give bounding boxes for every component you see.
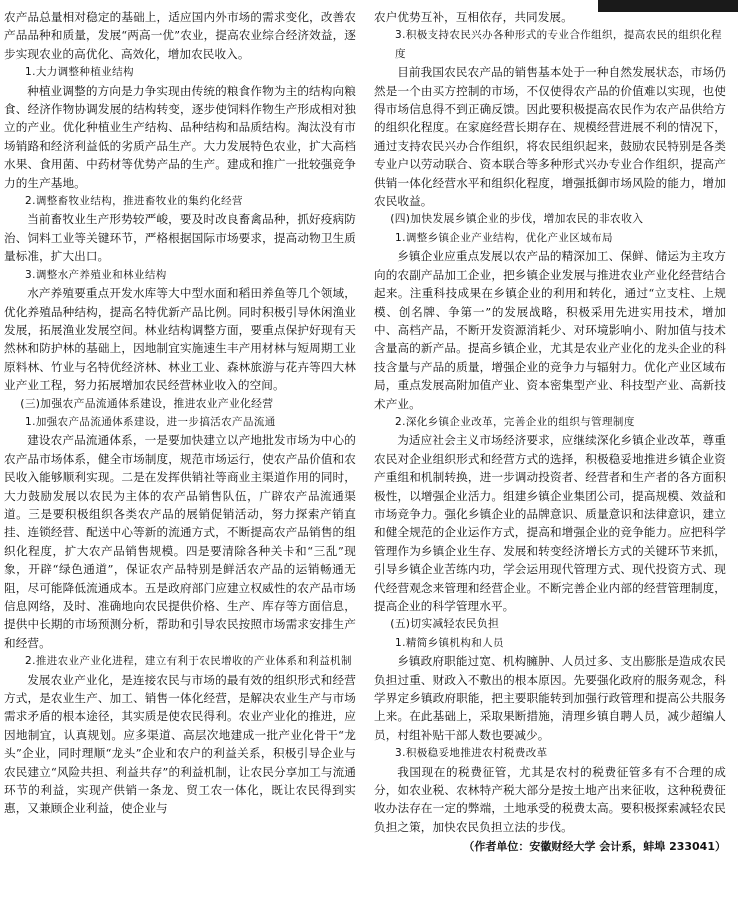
paragraph: 种植业调整的方向是力争实现由传统的粮食作物为主的结构向粮食、经济作物协调发展的结构转变，逐步使饲料作物生产形成相对独立的产业。优化种植业生产结构、品种结构和品质结构。淘汰没有市场销路和经济利益低的劣质产品生产。大力发展特色农业，扩大高档水果、食用菌、中药材等优势产品的生产。建成和推广一批较强竞争力的生产基地。 xyxy=(4,83,356,190)
right-column xyxy=(374,8,726,856)
paragraph: 目前我国农民农产品的销售基本处于一种自然发展状态，市场仍然是一个由买方控制的市场，不仅使得农产品的价值难以实现，也使得市场信息得不到正确反馈。因此要积极提高农民作为农产品供给方的组织化程度。在家庭经营长期存在、规模经营进展不利的情况下，通过支持农民兴办合作组织，将农民组织起来，鼓励农民特别是各类专业户以劳动联合、资本联合等多种形式兴办专业合作组织，提高产供销一体化经营水平和组织化程度，增强抵御市场风险的能力，增加农民收益。 xyxy=(374,65,726,209)
paragraph: 我国现在的税费征管，尤其是农村的税费征管多有不合理的成分，如农业税、农林特产税大部分是按土地产出来征收，这种税费征收办法存在一定的弊端，土地承受的税费太高。要积极探索减轻农民负担之策，加快农民负担立法的步伐。 xyxy=(374,764,726,834)
paragraph: 农户优势互补，互相依存，共同发展。 xyxy=(374,10,573,24)
paragraph: 当前畜牧业生产形势较严峻，要及时改良畜禽品种，抓好疫病防治、饲料工业等关键环节，严格根据国际市场要求，提高动物卫生质量标准，扩大出口。 xyxy=(4,212,356,264)
left-column xyxy=(4,8,356,818)
subsection-heading: 3.积极稳妥地推进农村税费改革 xyxy=(395,747,548,760)
section-heading: (四)加快发展乡镇企业的步伐，增加农民的非农收入 xyxy=(390,212,644,226)
subsection-heading: 2.调整畜牧业结构，推进畜牧业的集约化经营 xyxy=(25,195,243,208)
subsection-heading: 1.精简乡镇机构和人员 xyxy=(395,636,504,649)
paragraph: 为适应社会主义市场经济要求，应继续深化乡镇企业改革，尊重农民对企业组织形式和经营方式的选择，积极稳妥地推进乡镇企业资产重组和机制转换，进一步调动投资者、经营者和生产者的各方面积极性，以增强企业活力。组建乡镇企业集团公司，提高规模、效益和市场竞争力。强化乡镇企业的品牌意识、质量意识和法律意识，建立和健全规范的企业运作方式，提高和增强企业的竞争能力。应把科学管理作为乡镇企业生存、发展和转变经济增长方式的关键环节来抓，引导乡镇企业苦练内功，学会运用现代管理方式、现代投资方式、现代经营观念来管理和经营企业。不断完善企业内部的经营管理制度，提高企业的科学管理水平。 xyxy=(374,433,726,613)
author-affiliation: （作者单位：安徽财经大学 会计系，蚌埠 233041） xyxy=(463,840,726,854)
subsection-heading: 3.调整水产养殖业和林业结构 xyxy=(25,268,167,281)
paragraph: 建设农产品流通体系，一是要加快建立以产地批发市场为中心的农产品市场体系，健全市场制度，规范市场运行，使农产品价值和农民收入能够顺利实现。二是在发挥供销社等商业主渠道作用的同时，大力鼓励发展以农民为主体的农产品销售队伍，广辟农产品流通渠道。三是要积极组织各类农产品的展销促销活动，努力探索产销直挂、连锁经营、配送中心等新的流通方式，不断提高农产品销售的组织化程度，扩大农产品销售规模。四是要清除各种关卡和“三乱”现象，开辟“绿色通道”，保证农产品特别是鲜活农产品的运销畅通无阻，尽可能降低流通成本。五是政府部门应建立权威性的农产品市场信息网络，及时、准确地向农民提供价格、生产、库存等方面信息，提供中长期的市场预测分析，帮助和引导农民按照市场需求安排生产和经营。 xyxy=(4,433,356,650)
paragraph: 农产品总量相对稳定的基础上，适应国内外市场的需求变化，改善农产品品种和质量，发展“两高一优”农业，提高农业综合经济效益，逐步实现农业的高优化、高效化，增加农民收入。 xyxy=(4,10,356,61)
paragraph: 乡镇政府职能过宽、机构臃肿、人员过多、支出膨胀是造成农民负担过重、财政入不敷出的根本原因。先要强化政府的服务观念，科学界定乡镇政府职能，把主要职能转到加强行政管理和提高公共服务上来。在此基础上，采取果断措施，清理乡镇自聘人员，减少超编人员，村组补贴干部人数也要减少。 xyxy=(374,654,726,742)
subsection-heading: 1.大力调整种植业结构 xyxy=(25,66,134,79)
paragraph: 乡镇企业应重点发展以农产品的精深加工、保鲜、储运为主攻方向的农副产品加工企业，把乡镇企业发展与推进农业产业化经营结合起来。注重科技成果在乡镇企业的利用和转化，通过“立支柱、上规模、创名牌、争第一”的发展战略，积极采用先进实用技术，增加中、高档产品，不断开发资源消耗少、对环境影响小、附加值与技术含量高的新产品。提高乡镇企业，尤其是农业产业化的龙头企业的科技含量与产品的质量，增强企业的竞争力与辐射力。优化产业区域布局，重点发展高附加值产业、资本密集型产业、科技型产业、高新技术产业。 xyxy=(374,249,726,411)
subsection-heading: 3.积极支持农民兴办各种形式的专业合作组织，提高农民的组织化程度 xyxy=(395,29,722,60)
section-heading: (三)加强农产品流通体系建设，推进农业产业化经营 xyxy=(20,396,274,410)
subsection-heading: 2.推进农业产业化进程，建立有利于农民增收的产业体系和利益机制 xyxy=(25,655,352,668)
subsection-heading: 2.深化乡镇企业改革，完善企业的组织与管理制度 xyxy=(395,415,635,428)
section-heading: (五)切实减轻农民负担 xyxy=(390,617,500,631)
subsection-heading: 1.调整乡镇企业产业结构，优化产业区域布局 xyxy=(395,231,613,244)
subsection-heading: 1.加强农产品流通体系建设，进一步搞活农产品流通 xyxy=(25,415,276,428)
paragraph: 水产养殖要重点开发水库等大中型水面和稻田养鱼等几个领域，优化养殖品种结构，提高名特优新产品比例。同时积极引导休闲渔业发展，拓展渔业发展空间。林业结构调整方面，要重点保护好现有天然林和防护林的基础上，因地制宜实施速生丰产用材林与短周期工业原料林、竹业与名特优经济林、林业工业、森林旅游与花卉等四大林业产业工程，努力拓展增加农民经营林业收入的空间。 xyxy=(4,286,356,393)
paragraph: 发展农业产业化，是连接农民与市场的最有效的组织形式和经营方式，是农业生产、加工、销售一体化经营，是解决农业生产与市场需求矛盾的根本途径，其实质是使农民得利。农业产业化的推进，应因地制宜，认真规划。应多渠道、高层次地建成一批产业化骨干“龙头”企业，同时理顺“龙头”企业和农户的利益关系，积极引导企业与农民建立“风险共担、利益共存”的利益机制，让农民分享加工与流通环节的利益，实现产供销一条龙、贸工农一体化，既让农民得到实惠，又兼顾企业利益，使企业与 xyxy=(4,672,356,816)
